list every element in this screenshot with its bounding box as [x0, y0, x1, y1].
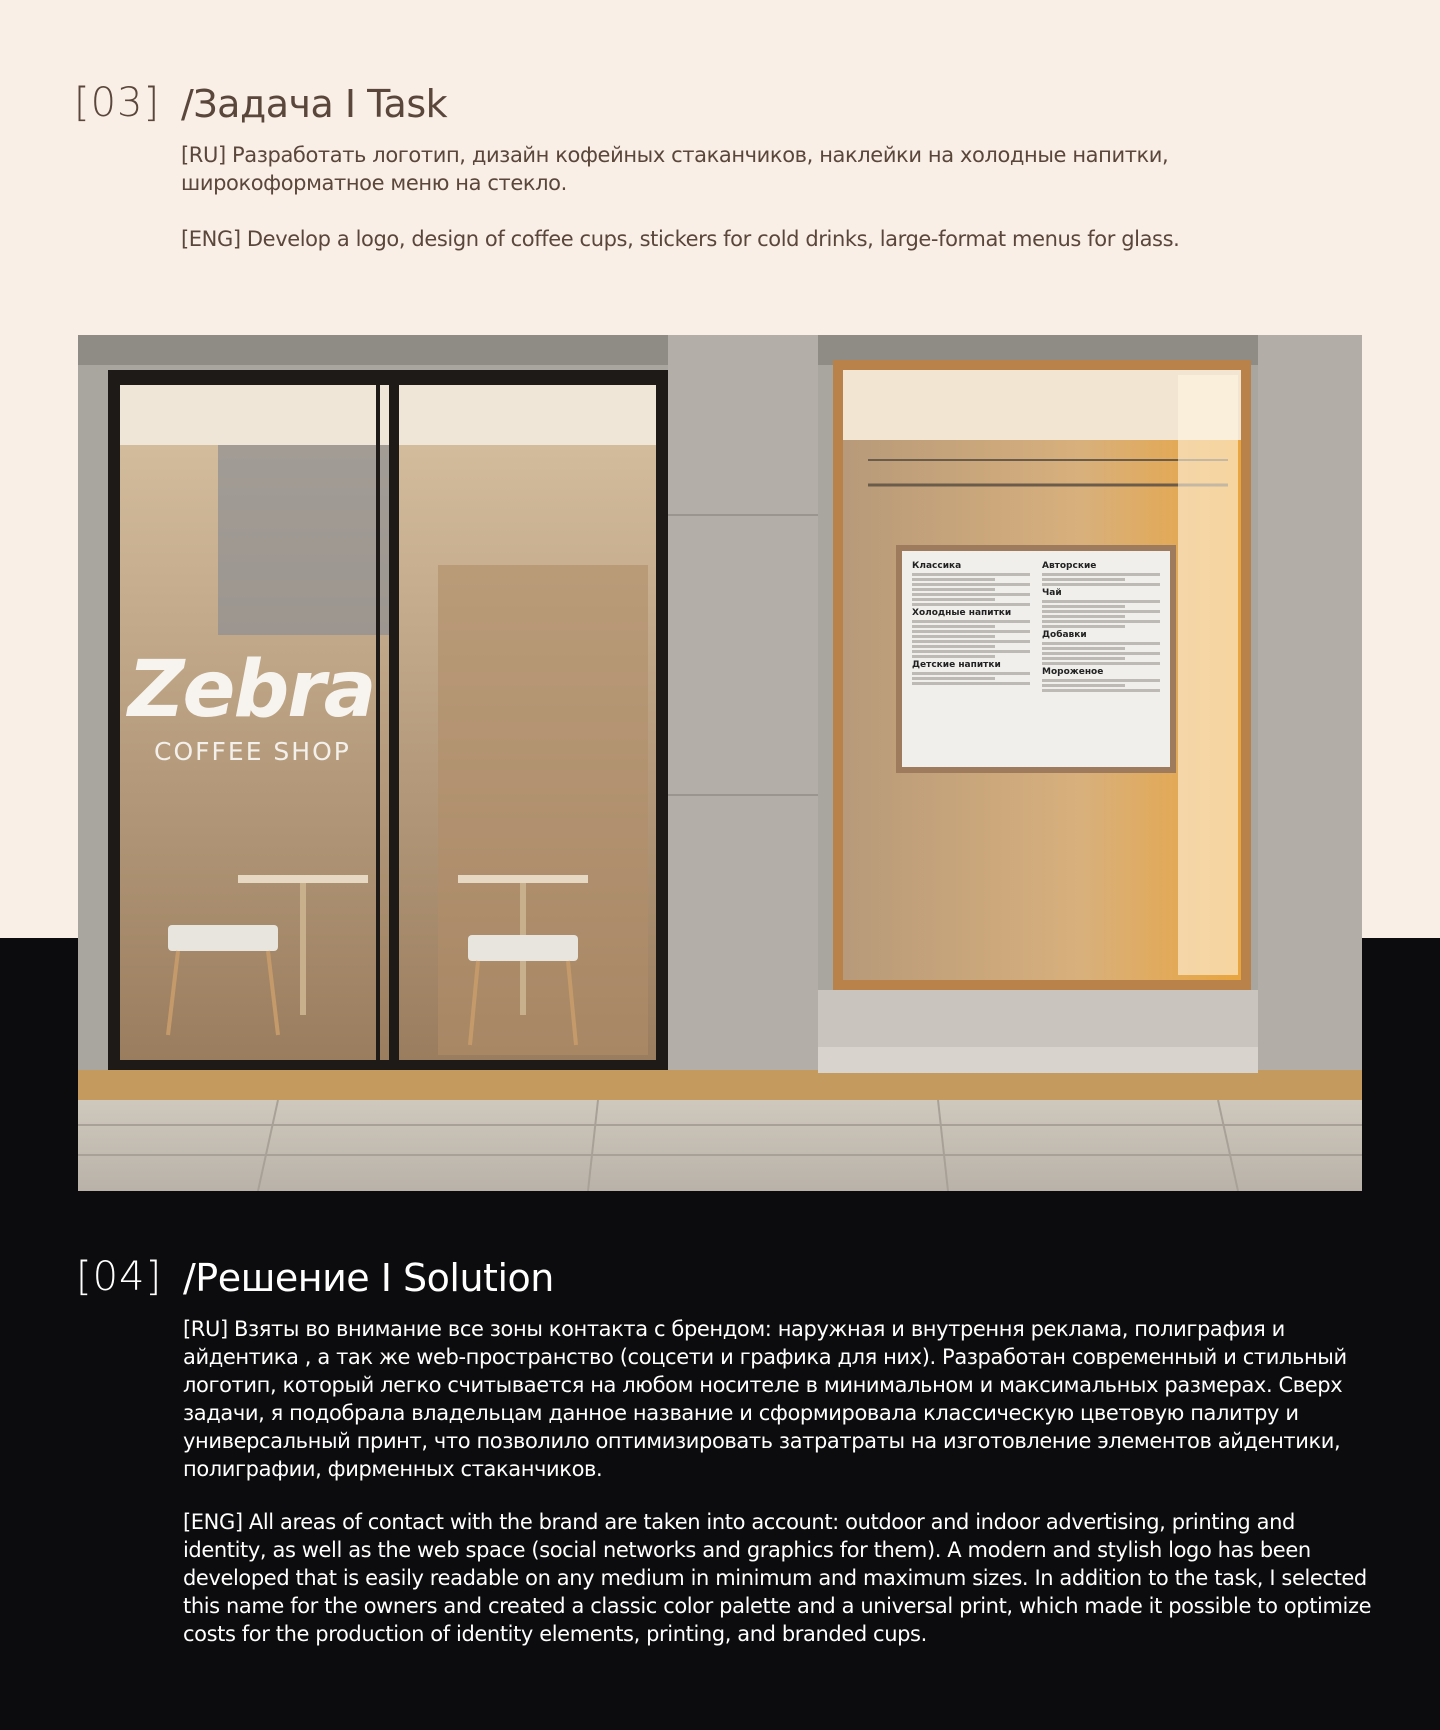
menu-column-left — [912, 559, 1030, 759]
task-text-ru: [RU] Разработать логотип, дизайн кофейных стаканчиков, наклейки на холодные напитки, широкоформатное меню на стекло. — [181, 143, 1169, 195]
menu-column-right — [1042, 559, 1160, 759]
section-title-solution: /Решение I Solution — [183, 1256, 554, 1300]
task-text-en: [ENG] Develop a logo, design of coffee cups, stickers for cold drinks, large-format menus for glass. — [181, 227, 1180, 251]
menu-heading: Чай — [1042, 588, 1062, 598]
menu-board — [896, 545, 1176, 773]
menu-heading: Добавки — [1042, 630, 1087, 640]
section-title-task: /Задача I Task — [181, 82, 448, 126]
zebra-logo-text: Zebra — [128, 645, 375, 735]
menu-heading: Мороженое — [1042, 667, 1104, 677]
menu-heading: Детские напитки — [912, 660, 1001, 670]
menu-heading: Классика — [912, 561, 962, 571]
coffee-shop-subtitle: COFFEE SHOP — [154, 737, 351, 766]
section-number-04: [04] — [76, 1254, 163, 1300]
storefront-photo — [78, 335, 1362, 1191]
solution-text-en: [ENG] All areas of contact with the brand are taken into account: outdoor and indoor advertising, printing and identity, as well as the web space (social networks and graphics for them). A modern and stylish logo has been developed that is easily readable on any medium in minimum and maximum sizes. In addition to the task, I selected this name for the owners and created a classic color palette and a universal print, which made it possible to optimize costs for the production of identity elements, printing, and branded cups. — [183, 1510, 1372, 1646]
menu-heading: Авторские — [1042, 561, 1097, 571]
solution-text-ru: [RU] Взяты во внимание все зоны контакта с брендом: наружная и внутрення реклама, полиграфия и айдентика , а так же web-пространство (соцсети и графика для них). Разработан современный и стильный логотип, который легко считывается на любом носителе в минимальном и максимальных размерах. Сверх задачи, я подобрала владельцам данное название и сформировала классическую цветовую палитру и универсальный принт, что позволило оптимизировать затратраты на изготовление элементов айдентики, полиграфии, фирменных стаканчиков. — [183, 1317, 1347, 1481]
menu-heading: Холодные напитки — [912, 608, 1012, 618]
section-number-03: [03] — [74, 80, 161, 126]
